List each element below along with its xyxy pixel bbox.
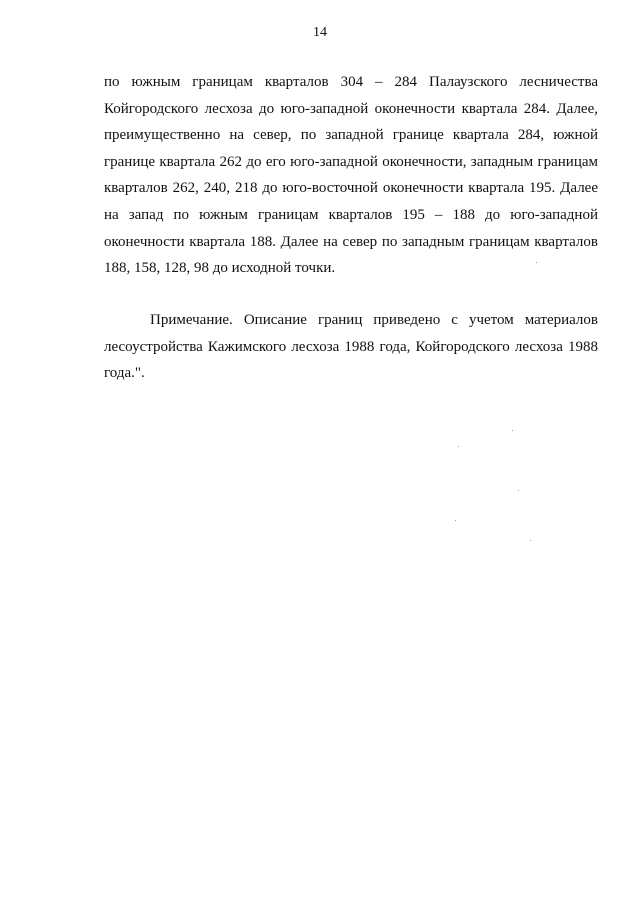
scan-speck [536, 262, 537, 263]
scan-speck [530, 540, 531, 541]
scan-speck [512, 430, 513, 431]
page-number: 14 [313, 25, 327, 40]
scan-speck [518, 490, 519, 491]
main-paragraph: по южным границам кварталов 304 – 284 Палаузского лесничества Койгородского лесхоза до юго-западной оконечности квартала 284. Далее, преимущественно на север, по западной границе квартала 284, южной границе квартала 262 до его юго-западной оконечности, западным границам кварталов 262, 240, 218 до юго-восточной оконечности квартала 195. Далее на запад по южным границам кварталов 195 – 188 до юго-западной оконечности квартала 188. Далее на север по западным границам кварталов 188, 158, 128, 98 до исходной точки. [104, 74, 598, 277]
note-paragraph: Примечание. Описание границ приведено с учетом материалов лесоустройства Кажимского лесхоза 1988 года, Койгородского лесхоза 1988 года.". [104, 312, 598, 382]
scan-speck [458, 446, 459, 447]
scan-speck [455, 520, 456, 521]
